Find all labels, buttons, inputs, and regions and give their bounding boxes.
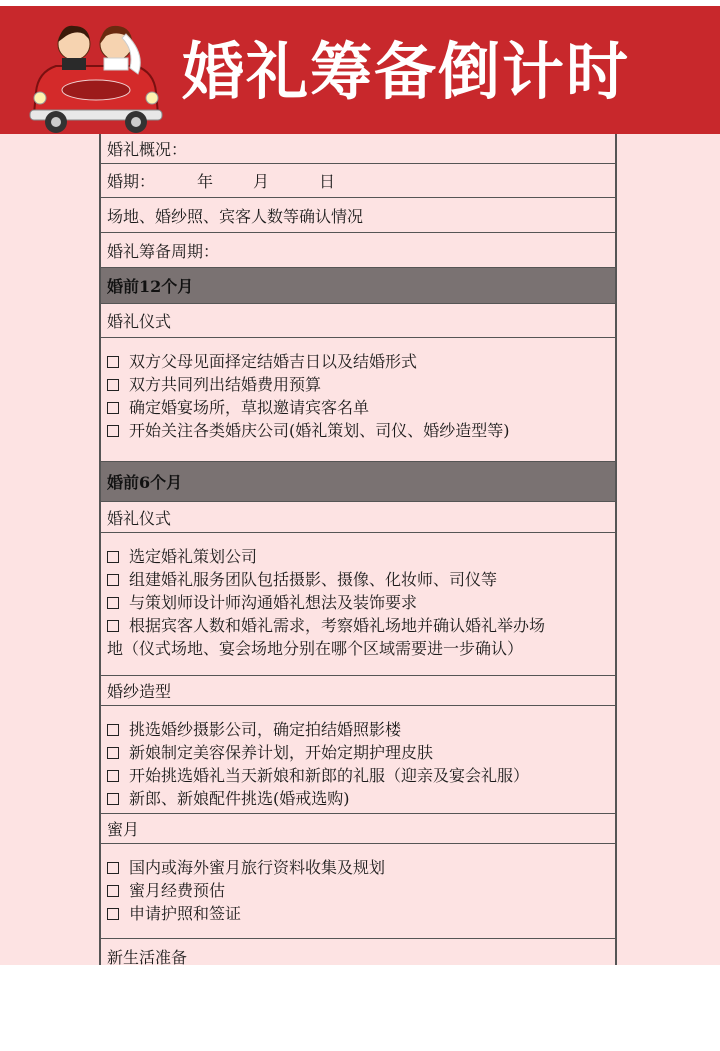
date-label: 婚期：: [107, 172, 156, 191]
checkbox[interactable]: [107, 885, 119, 897]
checkbox[interactable]: [107, 862, 119, 874]
checkbox[interactable]: [107, 620, 119, 632]
checklist-item[interactable]: 根据宾客人数和婚礼需求，考察婚礼场地并确认婚礼举办场: [107, 614, 615, 637]
checklist-item[interactable]: 挑选婚纱摄影公司，确定拍结婚照影楼: [107, 718, 615, 741]
checklist-item[interactable]: 新郎、新娘配件挑选(婚戒选购): [107, 787, 615, 810]
wedding-car-icon: [26, 14, 166, 136]
checkbox[interactable]: [107, 356, 119, 368]
checklist-item[interactable]: 开始关注各类婚庆公司(婚礼策划、司仪、婚纱造型等): [107, 419, 615, 442]
checklist-table: [99, 134, 617, 965]
checklist-item[interactable]: 国内或海外蜜月旅行资料收集及规划: [107, 856, 615, 879]
checklist-item[interactable]: 双方父母见面择定结婚吉日以及结婚形式: [107, 350, 615, 373]
checklist-item[interactable]: 新娘制定美容保养计划，开始定期护理皮肤: [107, 741, 615, 764]
section-12-months: 婚前12个月: [101, 268, 615, 304]
group-title: 新生活准备: [107, 947, 188, 965]
group-title: 婚礼仪式: [101, 304, 615, 338]
group-title: 婚纱造型: [101, 676, 615, 706]
date-day: 日: [319, 172, 336, 191]
venue-status-row: 场地、婚纱照、宾客人数等确认情况: [101, 198, 615, 233]
overview-label: 婚礼概况：: [101, 134, 615, 164]
header-banner: [0, 6, 720, 134]
checklist-item[interactable]: 蜜月经费预估: [107, 879, 615, 902]
checkbox[interactable]: [107, 724, 119, 736]
checklist-item[interactable]: 确定婚宴场所，草拟邀请宾客名单: [107, 396, 615, 419]
group-title: 蜜月: [101, 814, 615, 844]
document-area: [0, 134, 720, 965]
checkbox[interactable]: [107, 597, 119, 609]
checklist-item[interactable]: 组建婚礼服务团队包括摄影、摄像、化妆师、司仪等: [107, 568, 615, 591]
checkbox[interactable]: [107, 793, 119, 805]
date-year: 年: [197, 172, 214, 191]
checklist-item[interactable]: 与策划师设计师沟通婚礼想法及装饰要求: [107, 591, 615, 614]
checklist-item[interactable]: 双方共同列出结婚费用预算: [107, 373, 615, 396]
checkbox[interactable]: [107, 770, 119, 782]
checkbox[interactable]: [107, 402, 119, 414]
checklist-group: [101, 706, 615, 814]
checklist-group: [101, 338, 615, 462]
checklist-item[interactable]: 开始挑选婚礼当天新娘和新郎的礼服（迎亲及宴会礼服）: [107, 764, 615, 787]
checklist-group: [101, 844, 615, 939]
wedding-date-row: [101, 164, 615, 198]
checkbox[interactable]: [107, 551, 119, 563]
planning-period-row: 婚礼筹备周期：: [101, 233, 615, 268]
checklist-group: [101, 533, 615, 676]
checklist-item-continuation: 地（仪式场地、宴会场地分别在哪个区域需要进一步确认）: [107, 639, 524, 658]
checkbox[interactable]: [107, 908, 119, 920]
checkbox[interactable]: [107, 379, 119, 391]
checkbox[interactable]: [107, 425, 119, 437]
checkbox[interactable]: [107, 574, 119, 586]
date-month: 月: [253, 172, 270, 191]
group-title: 婚礼仪式: [101, 502, 615, 533]
checklist-item[interactable]: 选定婚礼策划公司: [107, 545, 615, 568]
checklist-item[interactable]: 申请护照和签证: [107, 902, 615, 925]
page-title: 婚礼筹备倒计时: [182, 35, 631, 108]
section-6-months: 婚前6个月: [101, 462, 615, 502]
checkbox[interactable]: [107, 747, 119, 759]
